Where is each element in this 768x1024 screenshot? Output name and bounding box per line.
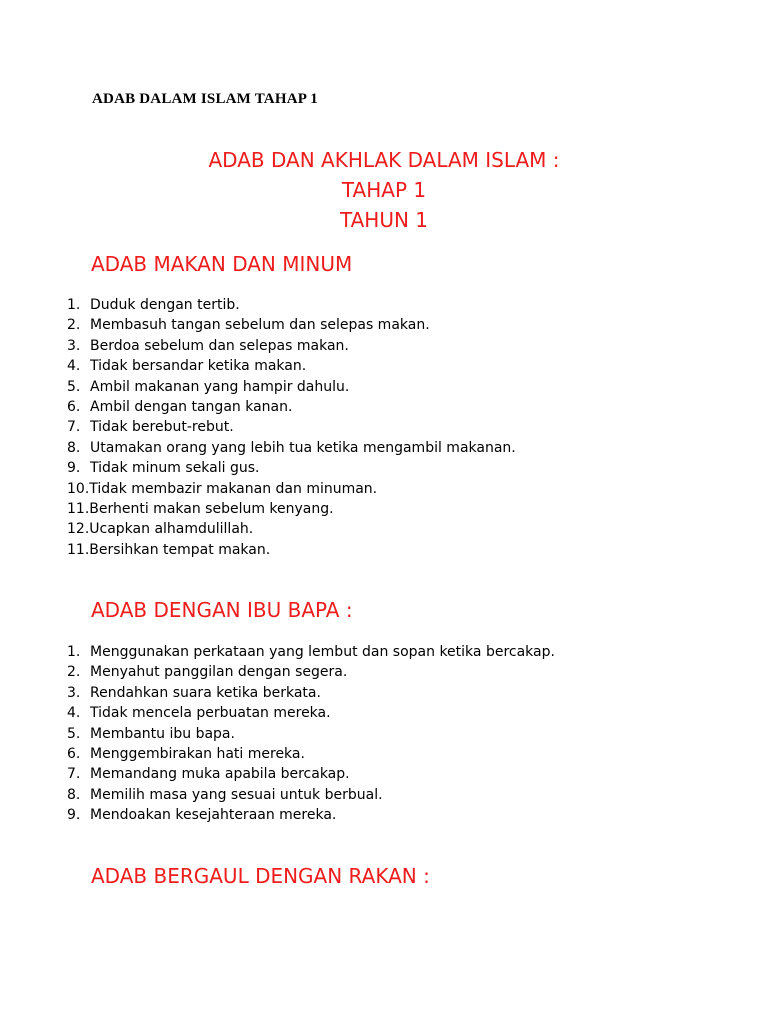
list-item xyxy=(67,499,516,519)
list-item xyxy=(67,662,555,682)
list-item-number: 1. xyxy=(67,644,81,660)
list-item-text: Rendahkan suara ketika berkata. xyxy=(90,684,321,701)
list-item-number: 10. xyxy=(67,480,90,497)
list-item-text: Ambil dengan tangan kanan. xyxy=(90,399,293,416)
list-item-number: 5. xyxy=(67,378,81,395)
list-item-number: 11. xyxy=(67,501,90,518)
list-item-number: 12. xyxy=(67,521,90,538)
main-title-line-1: ADAB DAN AKHLAK DALAM ISLAM : xyxy=(208,148,560,172)
list-item xyxy=(67,519,516,539)
list-item-text: Menggembirakan hati mereka. xyxy=(90,746,305,763)
list-item-number: 7. xyxy=(67,419,81,436)
list-item-number: 3. xyxy=(67,684,81,701)
list-item-number: 11. xyxy=(67,541,90,558)
list-item xyxy=(67,295,516,315)
list-item xyxy=(67,479,516,499)
list-item-number: 3. xyxy=(67,337,81,354)
list-item-number: 2. xyxy=(67,664,81,681)
list-item-number: 2. xyxy=(67,317,81,334)
list-item xyxy=(67,683,555,703)
list-item-number: 1. xyxy=(67,297,81,313)
list-item xyxy=(67,315,516,335)
list-item-number: 4. xyxy=(67,705,81,722)
list-item xyxy=(67,703,555,723)
list-item xyxy=(67,805,555,825)
main-title xyxy=(0,145,768,235)
list-item-text: Tidak berebut-rebut. xyxy=(90,419,234,436)
list-item-number: 9. xyxy=(67,807,81,824)
list-item-text: Membasuh tangan sebelum dan selepas makan. xyxy=(90,317,430,334)
list-item xyxy=(67,356,516,376)
list-item xyxy=(67,417,516,437)
list-item xyxy=(67,744,555,764)
list-item xyxy=(67,336,516,356)
list-item-number: 8. xyxy=(67,439,81,456)
list-item xyxy=(67,785,555,805)
list-item-text: Mendoakan kesejahteraan mereka. xyxy=(90,807,337,824)
document-header: ADAB DALAM ISLAM TAHAP 1 xyxy=(92,91,318,107)
list-item-text: Ucapkan alhamdulillah. xyxy=(89,521,254,538)
main-title-line-3: TAHUN 1 xyxy=(339,208,429,232)
list-item-text: Berdoa sebelum dan selepas makan. xyxy=(90,337,349,354)
list-item-number: 4. xyxy=(67,358,81,375)
list-item-text: Menyahut panggilan dengan segera. xyxy=(90,664,348,681)
list-item-text: Tidak membazir makanan dan minuman. xyxy=(89,480,378,497)
list-item-text: Ambil makanan yang hampir dahulu. xyxy=(90,378,350,395)
list-item xyxy=(67,540,516,560)
list-item-text: Memandang muka apabila bercakap. xyxy=(90,766,350,783)
list-item xyxy=(67,377,516,397)
list-adab-ibu-bapa xyxy=(67,642,555,826)
list-item-text: Duduk dengan tertib. xyxy=(90,297,240,313)
list-item-number: 7. xyxy=(67,766,81,783)
section-heading-adab-makan: ADAB MAKAN DAN MINUM xyxy=(91,252,353,276)
list-item-text: Tidak mencela perbuatan mereka. xyxy=(90,705,331,722)
list-item-number: 5. xyxy=(67,725,81,742)
list-item xyxy=(67,642,555,662)
list-item-number: 9. xyxy=(67,460,81,477)
list-item-text: Menggunakan perkataan yang lembut dan sopan ketika bercakap. xyxy=(90,644,555,660)
section-heading-adab-bergaul: ADAB BERGAUL DENGAN RAKAN : xyxy=(91,864,430,888)
section-heading-adab-ibu-bapa: ADAB DENGAN IBU BAPA : xyxy=(91,598,353,622)
list-item-number: 6. xyxy=(67,746,81,763)
list-item xyxy=(67,438,516,458)
list-item-text: Tidak minum sekali gus. xyxy=(90,460,260,477)
list-item-text: Tidak bersandar ketika makan. xyxy=(90,358,307,375)
list-item-text: Berhenti makan sebelum kenyang. xyxy=(89,501,334,518)
list-item-text: Memilih masa yang sesuai untuk berbual. xyxy=(90,786,383,803)
list-item xyxy=(67,764,555,784)
list-item xyxy=(67,724,555,744)
list-item-text: Utamakan orang yang lebih tua ketika mengambil makanan. xyxy=(90,439,516,456)
list-item-number: 8. xyxy=(67,786,81,803)
list-item-text: Membantu ibu bapa. xyxy=(90,725,235,742)
main-title-line-2: TAHAP 1 xyxy=(341,178,427,202)
list-item-text: Bersihkan tempat makan. xyxy=(89,541,271,558)
list-item xyxy=(67,458,516,478)
list-item-number: 6. xyxy=(67,399,81,416)
list-adab-makan xyxy=(67,295,516,560)
list-item xyxy=(67,397,516,417)
